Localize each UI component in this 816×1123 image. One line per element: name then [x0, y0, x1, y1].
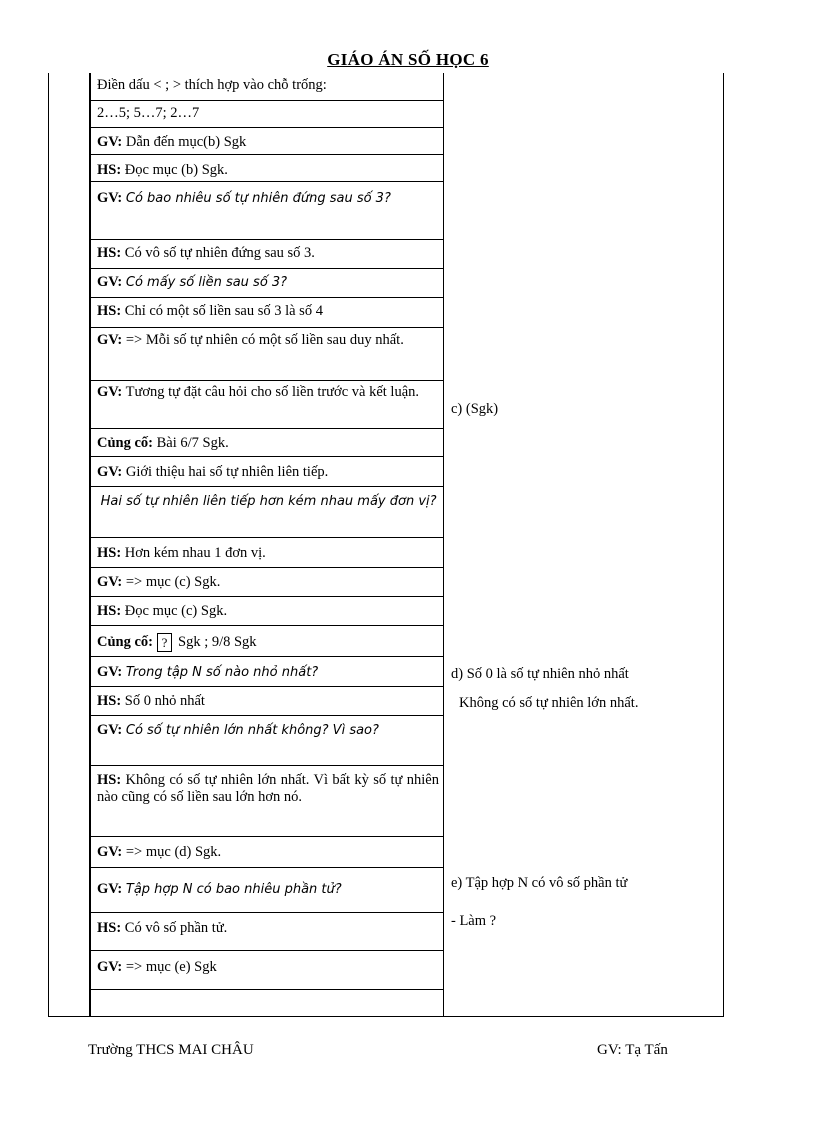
- text-row: [97, 464, 439, 481]
- text-row: 2…5; 5…7; 2…7: [97, 105, 200, 121]
- role-label: GV:: [97, 844, 123, 860]
- row-divider: [89, 100, 444, 101]
- question-text: Có số tự nhiên lớn nhất không? Vì sao?: [125, 723, 379, 738]
- row-text: Có vô số tự nhiên đứng sau số 3.: [121, 245, 315, 261]
- row-divider: [89, 912, 444, 913]
- role-label: Củng cố:: [97, 435, 153, 451]
- text-row: [97, 574, 439, 591]
- text-row: [97, 545, 439, 562]
- row-divider: [89, 181, 444, 182]
- role-label: Củng cố:: [97, 633, 153, 650]
- row-text: Chỉ có một số liền sau số 3 là số 4: [121, 303, 323, 319]
- text-row: [97, 603, 439, 620]
- text-row: [97, 134, 439, 151]
- text-row: [97, 493, 439, 510]
- text-row: [97, 920, 439, 937]
- row-divider: [89, 154, 444, 155]
- row-text: Sgk ; 9/8 Sgk: [178, 633, 257, 650]
- text-row: [97, 633, 439, 652]
- row-divider: [89, 127, 444, 128]
- text-row: [97, 384, 439, 401]
- table-border-left: [48, 73, 49, 1016]
- row-divider: [89, 456, 444, 457]
- text-row: [97, 162, 439, 179]
- text-row: [97, 959, 439, 976]
- row-text: Số 0 nhỏ nhất: [121, 693, 205, 709]
- row-divider: [89, 625, 444, 626]
- role-label: HS:: [97, 772, 122, 788]
- role-label: GV:: [97, 274, 123, 290]
- row-divider: [89, 297, 444, 298]
- role-label: HS:: [97, 603, 122, 619]
- content-c: c) (Sgk): [451, 401, 499, 417]
- text-row: [97, 844, 439, 861]
- question-text: Có mấy số liền sau số 3?: [125, 275, 288, 290]
- content-d2: Không có số tự nhiên lớn nhất.: [459, 695, 639, 711]
- row-divider: [89, 268, 444, 269]
- row-divider: [89, 989, 444, 990]
- role-label: GV:: [97, 190, 123, 206]
- row-divider: [89, 765, 444, 766]
- row-divider: [89, 239, 444, 240]
- role-label: GV:: [97, 384, 123, 400]
- content-e1: e) Tập hợp N có vô số phần tử: [451, 875, 628, 891]
- text-row: [97, 274, 439, 291]
- text-row: [97, 722, 439, 739]
- text-row: [97, 772, 439, 806]
- footer-school: Trường THCS MAI CHÂU: [88, 1042, 254, 1058]
- content-e2: - Làm ?: [451, 913, 497, 929]
- row-divider: [89, 428, 444, 429]
- row-text: Dẫn đến mục(b) Sgk: [122, 134, 247, 150]
- row-divider: [89, 656, 444, 657]
- question-text: Trong tập N số nào nhỏ nhất?: [125, 665, 319, 680]
- row-text: Hơn kém nhau 1 đơn vị.: [121, 545, 266, 561]
- row-text: => mục (e) Sgk: [122, 959, 217, 975]
- row-divider: [89, 596, 444, 597]
- row-text: Không có số tự nhiên lớn nhất. Vì bất kỳ số tự nhiên nào cũng có số liền sau lớn hơn nó.: [97, 772, 439, 805]
- row-divider: [89, 327, 444, 328]
- text-row: [97, 190, 439, 207]
- row-text: Bài 6/7 Sgk.: [153, 435, 229, 451]
- column-divider-2: [443, 73, 444, 1016]
- role-label: HS:: [97, 303, 122, 319]
- row-text: Có vô số phần tử.: [121, 920, 228, 936]
- content-d1: d) Số 0 là số tự nhiên nhỏ nhất: [451, 666, 629, 682]
- text-row: [97, 332, 439, 349]
- role-label: GV:: [97, 664, 123, 680]
- page-title: GIÁO ÁN SỐ HỌC 6: [327, 50, 489, 69]
- row-divider: [89, 686, 444, 687]
- text-row: [97, 303, 439, 320]
- role-label: GV:: [97, 574, 123, 590]
- row-text: => Mỗi số tự nhiên có một số liền sau duy nhất.: [122, 332, 404, 348]
- row-text: => mục (c) Sgk.: [122, 574, 221, 590]
- row-text: Đọc mục (c) Sgk.: [121, 603, 228, 619]
- lesson-table: [48, 73, 724, 1017]
- role-label: GV:: [97, 134, 123, 150]
- column-divider-1: [89, 73, 91, 1016]
- row-divider: [89, 836, 444, 837]
- row-divider: [89, 380, 444, 381]
- question-box-icon: ?: [157, 633, 172, 652]
- row-divider: [89, 537, 444, 538]
- text-row: [97, 245, 439, 262]
- question-text: Tập hợp N có bao nhiêu phần tử?: [125, 882, 342, 897]
- role-label: HS:: [97, 693, 122, 709]
- row-text: Giới thiệu hai số tự nhiên liên tiếp.: [122, 464, 329, 480]
- text-row: [97, 435, 439, 452]
- role-label: GV:: [97, 959, 123, 975]
- row-text: Tương tự đặt câu hỏi cho số liền trước và kết luận.: [122, 384, 420, 400]
- row-text: Đọc mục (b) Sgk.: [121, 162, 228, 178]
- role-label: GV:: [97, 881, 123, 897]
- role-label: GV:: [97, 464, 123, 480]
- role-label: GV:: [97, 332, 123, 348]
- text-row: [97, 693, 439, 710]
- role-label: GV:: [97, 722, 123, 738]
- row-text: => mục (d) Sgk.: [122, 844, 222, 860]
- row-divider: [89, 950, 444, 951]
- footer-teacher: GV: Tạ Tấn: [597, 1042, 668, 1058]
- text-row: [97, 881, 439, 898]
- row-divider: [89, 486, 444, 487]
- question-text: Hai số tự nhiên liên tiếp hơn kém nhau mấy đơn vị?: [100, 494, 437, 509]
- text-row: [97, 664, 439, 681]
- text-row: Điền dấu < ; > thích hợp vào chỗ trống:: [97, 77, 327, 93]
- row-divider: [89, 715, 444, 716]
- role-label: HS:: [97, 545, 122, 561]
- row-divider: [89, 867, 444, 868]
- role-label: HS:: [97, 920, 122, 936]
- role-label: HS:: [97, 245, 122, 261]
- row-divider: [89, 567, 444, 568]
- question-text: Có bao nhiêu số tự nhiên đứng sau số 3?: [125, 191, 391, 206]
- role-label: HS:: [97, 162, 122, 178]
